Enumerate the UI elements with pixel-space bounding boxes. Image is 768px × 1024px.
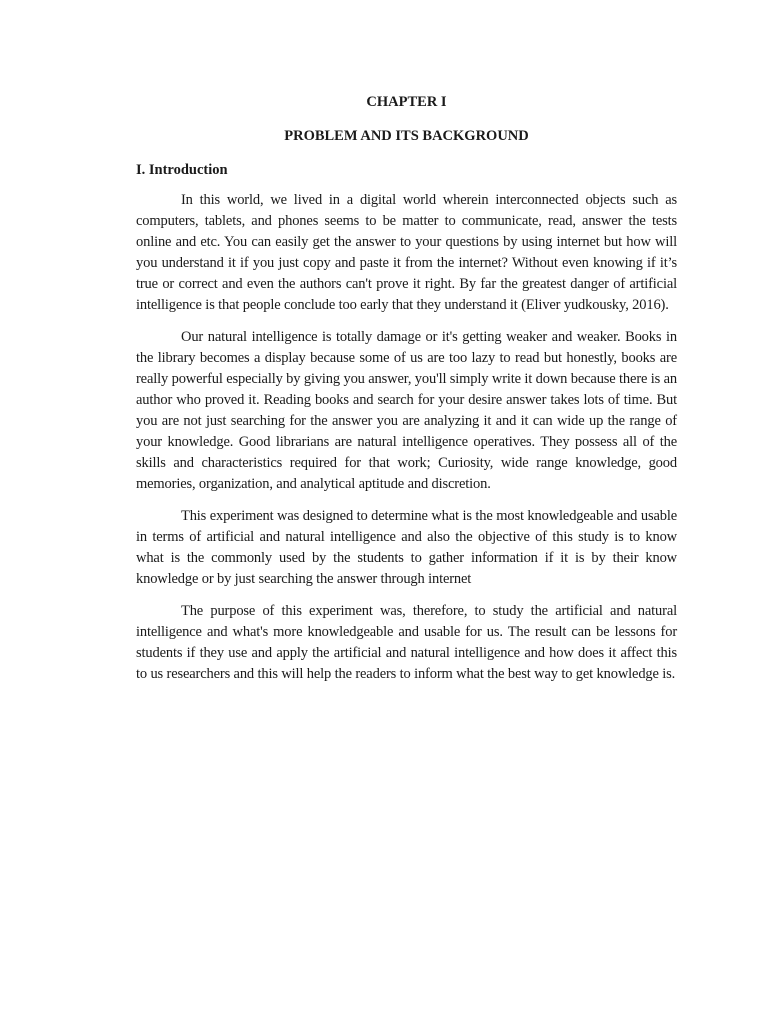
chapter-number: CHAPTER I xyxy=(366,94,447,110)
paragraph-3: This experiment was designed to determine what is the most knowledgeable and usable in terms of artificial and natural intelligence and also the objective of this study is to know what is the commonly used by the students to gather information if it is by their know knowledge or by just searching the answer through internet xyxy=(136,508,677,587)
chapter-title: PROBLEM AND ITS BACKGROUND xyxy=(284,128,529,144)
paragraph-1: In this world, we lived in a digital world wherein interconnected objects such as computers, tablets, and phones seems to be matter to communicate, read, answer the tests online and etc. You can easily get the answer to your questions by using internet but how will you understand it if you just copy and paste it from the internet? Without even knowing if it’s true or correct and even the authors can't prove it right. By far the greatest danger of artificial intelligence is that people conclude too early that they understand it (Eliver yudkousky, 2016). xyxy=(136,192,677,313)
page-content xyxy=(136,93,677,696)
paragraph-2: Our natural intelligence is totally damage or it's getting weaker and weaker. Books in the library becomes a display because some of us are too lazy to read but honestly, books are really powerful especially by giving you answer, you'll simply write it down because there is an author who proved it. Reading books and search for your desire answer takes lots of time. But you are not just searching for the answer you are analyzing it and it can wide up the range of your knowledge. Good librarians are natural intelligence operatives. They possess all of the skills and characteristics required for that work; Curiosity, wide range knowledge, good memories, organization, and analytical aptitude and discretion. xyxy=(136,329,677,492)
paragraph-4: The purpose of this experiment was, therefore, to study the artificial and natural intelligence and what's more knowledgeable and usable for us. The result can be lessons for students if they use and apply the artificial and natural intelligence and how does it affect this to us researchers and this will help the readers to inform what the best way to get knowledge is. xyxy=(136,603,677,682)
section-heading: I. Introduction xyxy=(136,162,228,178)
